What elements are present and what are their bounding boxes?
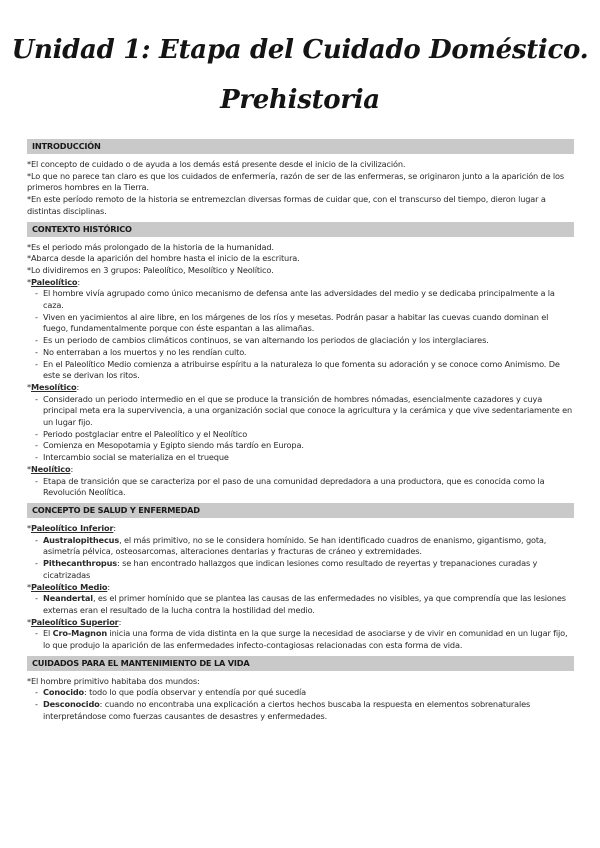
list-item: - Comienza en Mesopotamia y Egipto siendo más tardío en Europa. [35, 440, 574, 452]
list-item: - Intercambio social se materializa en el trueque [35, 452, 574, 464]
list-item: - Desconocido: cuando no encontraba una explicación a ciertos hechos buscaba la respuesta en elementos sobrenaturales interpretándose como fuerzas causantes de desastres y enfermedades. [35, 699, 574, 722]
contexto-paragraph: *Abarca desde la aparición del hombre hasta el inicio de la escritura. [27, 253, 300, 264]
list-item: - En el Paleolítico Medio comienza a atribuirse espíritu a la naturaleza lo que fomenta su adoración y se conoce como Animismo. De este se derivan los ritos. [35, 359, 574, 382]
title-line-2: Prehistoria [220, 85, 380, 115]
list-item: - Etapa de transición que se caracteriza por el paso de una comunidad depredadora a una productora, que es conocida como la Revolución Neolítica. [35, 476, 574, 499]
list-item: - Es un periodo de cambios climáticos continuos, se van alternando los periodos de glaciación y los interglaciares. [35, 335, 574, 347]
cuidados-list [27, 687, 574, 722]
paleolitico-medio-list [27, 593, 574, 616]
subheading-paleolitico-medio: *Paleolítico Medio: [27, 581, 110, 592]
subheading-mesolitico: *Mesolítico: [27, 381, 80, 392]
list-item: - No enterraban a los muertos y no les rendían culto. [35, 347, 574, 359]
contexto-paragraph: *Lo dividiremos en 3 grupos: Paleolítico, Mesolítico y Neolítico. [27, 264, 274, 275]
list-item: - Australopithecus, el más primitivo, no se le considera homínido. Se han identificado cuadros de enanismo, gigantismo, gota, asimetría pélvica, osteosarcomas, alteraciones dentarias y fracturas de cráneo y extremidades. [35, 535, 574, 558]
subheading-paleolitico-inferior: *Paleolítico Inferior: [27, 522, 117, 533]
list-item: - El Cro-Magnon inicia una forma de vida distinta en la que surge la necesidad de asociarse y de vivir en comunidad en un lugar fijo, lo que produjo la aparición de las enfermedades infecto-contagiosas relacionadas con esta forma de vida. [35, 628, 574, 651]
paleolitico-inferior-list [27, 535, 574, 582]
neolitico-list [27, 476, 574, 499]
title-line-1: Unidad 1: Etapa del Cuidado Doméstico. [11, 35, 589, 65]
intro-paragraph: *Lo que no parece tan claro es que los cuidados de enfermería, razón de ser de las enfermeras, se originaron junto a la aparición de los primeros hombres en la Tierra. [27, 170, 565, 193]
section-heading-salud: CONCEPTO DE SALUD Y ENFERMEDAD [27, 503, 574, 518]
section-heading-contexto: CONTEXTO HISTÓRICO [27, 222, 574, 237]
list-item: - Periodo postglaciar entre el Paleolítico y el Neolítico [35, 429, 574, 441]
subheading-neolitico: *Neolítico: [27, 463, 74, 474]
intro-paragraph: *El concepto de cuidado o de ayuda a los demás está presente desde el inicio de la civilización. [27, 159, 406, 169]
list-item: - El hombre vivía agrupado como único mecanismo de defensa ante las adversidades del medio y se dedicaba principalmente a la caza. [35, 288, 574, 311]
list-item: - Pithecanthropus: se han encontrado hallazgos que indican lesiones como resultado de reyertas y trepanaciones curadas y cicatrizadas [35, 558, 574, 581]
intro-paragraph: *En este período remoto de la historia se entremezclan diversas formas de cuidar que, con el transcurso del tiempo, dieron lugar a distintas disciplinas. [27, 194, 546, 216]
document-body [27, 135, 574, 723]
paleolitico-list [27, 288, 574, 382]
mesolitico-list [27, 394, 574, 464]
subheading-paleolitico: *Paleolítico: [27, 276, 81, 287]
cuidados-paragraph: *El hombre primitivo habitaba dos mundos: [27, 675, 200, 686]
list-item: - Considerado un periodo intermedio en el que se produce la transición de hombres nómadas, esencialmente cazadores y cuya principal meta era la supervivencia, a una organización social que conoce la agricultura y la cerámica y que vive sedentariamente en un lugar fijo. [35, 394, 574, 429]
paleolitico-superior-list [27, 628, 574, 651]
list-item: - Neandertal, es el primer homínido que se plantea las causas de las enfermedades no visibles, ya que comprendía que las lesiones externas eran el resultado de la lucha contra la hostilidad del medio. [35, 593, 574, 616]
list-item: - Viven en yacimientos al aire libre, en los márgenes de los ríos y mesetas. Podrán pasar a habitar las cuevas cuando dominan el fuego, fundamentalmente porque con éste espantan a las alimañas. [35, 312, 574, 335]
section-heading-introduccion: INTRODUCCIÓN [27, 139, 574, 154]
list-item: - Conocido: todo lo que podía observar y entendía por qué sucedía [35, 687, 574, 699]
contexto-paragraph: *Es el periodo más prolongado de la historia de la humanidad. [27, 241, 274, 252]
subheading-paleolitico-superior: *Paleolítico Superior: [27, 616, 122, 627]
section-heading-cuidados: CUIDADOS PARA EL MANTENIMIENTO DE LA VIDA [27, 656, 574, 671]
